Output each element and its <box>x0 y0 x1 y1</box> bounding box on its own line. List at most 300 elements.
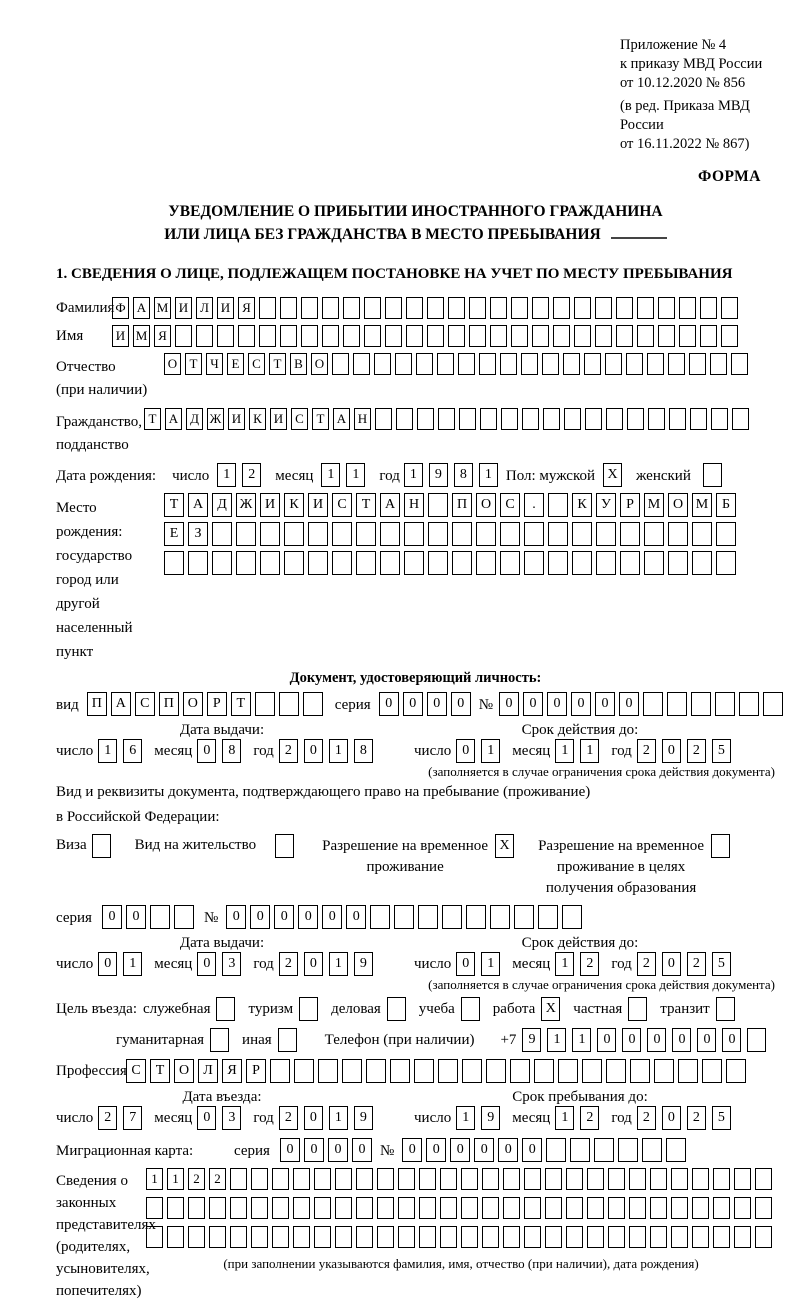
char-cell[interactable] <box>658 325 675 347</box>
char-cell[interactable]: Т <box>185 353 202 375</box>
char-cell[interactable]: 0 <box>280 1138 300 1162</box>
purpose-other-checkbox[interactable] <box>278 1028 297 1052</box>
char-cell[interactable] <box>303 692 323 716</box>
char-cell[interactable] <box>188 1197 205 1219</box>
char-cell[interactable] <box>510 1059 530 1083</box>
char-cell[interactable] <box>574 297 591 319</box>
char-cell[interactable] <box>335 1226 352 1248</box>
char-cell[interactable]: 9 <box>522 1028 541 1052</box>
char-cell[interactable] <box>671 1226 688 1248</box>
char-cell[interactable]: 1 <box>572 1028 591 1052</box>
char-cell[interactable] <box>188 1226 205 1248</box>
char-cell[interactable] <box>594 1138 614 1162</box>
char-cell[interactable] <box>380 522 400 546</box>
char-cell[interactable] <box>332 522 352 546</box>
rvp-checkbox[interactable]: X <box>495 834 514 858</box>
char-cell[interactable] <box>648 408 665 430</box>
char-cell[interactable] <box>356 1168 373 1190</box>
char-cell[interactable] <box>272 1168 289 1190</box>
char-cell[interactable]: А <box>133 297 150 319</box>
char-cell[interactable] <box>627 408 644 430</box>
char-cell[interactable]: 6 <box>123 739 142 763</box>
char-cell[interactable] <box>280 325 297 347</box>
char-cell[interactable]: Е <box>227 353 244 375</box>
char-cell[interactable] <box>419 1226 436 1248</box>
char-cell[interactable]: И <box>217 297 234 319</box>
char-cell[interactable]: 1 <box>580 739 599 763</box>
char-cell[interactable] <box>490 297 507 319</box>
sex-male-checkbox[interactable]: X <box>603 463 622 487</box>
char-cell[interactable]: 8 <box>354 739 373 763</box>
char-cell[interactable]: 0 <box>197 952 216 976</box>
char-cell[interactable] <box>713 1197 730 1219</box>
char-cell[interactable] <box>251 1197 268 1219</box>
char-cell[interactable] <box>572 522 592 546</box>
char-cell[interactable] <box>715 692 735 716</box>
char-cell[interactable]: О <box>164 353 181 375</box>
char-cell[interactable]: 0 <box>352 1138 372 1162</box>
char-cell[interactable]: 0 <box>197 1106 216 1130</box>
char-cell[interactable] <box>642 1138 662 1162</box>
char-cell[interactable] <box>524 551 544 575</box>
char-cell[interactable]: И <box>112 325 129 347</box>
char-cell[interactable]: 0 <box>595 692 615 716</box>
char-cell[interactable] <box>284 551 304 575</box>
char-cell[interactable] <box>356 551 376 575</box>
char-cell[interactable] <box>658 297 675 319</box>
char-cell[interactable]: 1 <box>481 739 500 763</box>
char-cell[interactable] <box>521 353 538 375</box>
char-cell[interactable] <box>452 522 472 546</box>
char-cell[interactable]: 0 <box>450 1138 470 1162</box>
char-cell[interactable]: П <box>452 493 472 517</box>
char-cell[interactable] <box>314 1226 331 1248</box>
char-cell[interactable] <box>716 522 736 546</box>
char-cell[interactable] <box>167 1226 184 1248</box>
char-cell[interactable] <box>668 522 688 546</box>
char-cell[interactable]: Ж <box>207 408 224 430</box>
char-cell[interactable] <box>255 692 275 716</box>
char-cell[interactable] <box>608 1226 625 1248</box>
char-cell[interactable] <box>700 325 717 347</box>
char-cell[interactable] <box>322 325 339 347</box>
char-cell[interactable]: 1 <box>555 1106 574 1130</box>
char-cell[interactable]: 5 <box>712 739 731 763</box>
char-cell[interactable]: 2 <box>637 1106 656 1130</box>
char-cell[interactable]: 0 <box>498 1138 518 1162</box>
char-cell[interactable]: Т <box>312 408 329 430</box>
char-cell[interactable]: 0 <box>522 1138 542 1162</box>
char-cell[interactable]: 0 <box>456 739 475 763</box>
char-cell[interactable] <box>503 1197 520 1219</box>
char-cell[interactable] <box>469 297 486 319</box>
char-cell[interactable]: 7 <box>123 1106 142 1130</box>
char-cell[interactable]: Т <box>144 408 161 430</box>
char-cell[interactable]: Л <box>198 1059 218 1083</box>
char-cell[interactable]: С <box>291 408 308 430</box>
char-cell[interactable] <box>212 551 232 575</box>
char-cell[interactable] <box>438 1059 458 1083</box>
char-cell[interactable] <box>404 522 424 546</box>
char-cell[interactable] <box>167 1197 184 1219</box>
char-cell[interactable] <box>514 905 534 929</box>
char-cell[interactable]: 1 <box>329 1106 348 1130</box>
purpose-transit-checkbox[interactable] <box>716 997 735 1021</box>
visa-checkbox[interactable] <box>92 834 111 858</box>
char-cell[interactable]: О <box>183 692 203 716</box>
char-cell[interactable]: Т <box>231 692 251 716</box>
rvp-edu-checkbox[interactable] <box>711 834 730 858</box>
char-cell[interactable] <box>438 408 455 430</box>
char-cell[interactable] <box>585 408 602 430</box>
char-cell[interactable] <box>503 1226 520 1248</box>
char-cell[interactable]: . <box>524 493 544 517</box>
char-cell[interactable] <box>643 692 663 716</box>
char-cell[interactable] <box>500 522 520 546</box>
char-cell[interactable]: 1 <box>98 739 117 763</box>
char-cell[interactable]: П <box>159 692 179 716</box>
char-cell[interactable] <box>279 692 299 716</box>
char-cell[interactable] <box>755 1226 772 1248</box>
char-cell[interactable]: Д <box>212 493 232 517</box>
char-cell[interactable]: 2 <box>188 1168 205 1190</box>
char-cell[interactable]: 0 <box>427 692 447 716</box>
char-cell[interactable] <box>301 297 318 319</box>
char-cell[interactable] <box>582 1059 602 1083</box>
char-cell[interactable] <box>668 353 685 375</box>
char-cell[interactable]: 5 <box>712 952 731 976</box>
char-cell[interactable] <box>532 325 549 347</box>
char-cell[interactable] <box>469 325 486 347</box>
char-cell[interactable] <box>251 1168 268 1190</box>
char-cell[interactable] <box>692 522 712 546</box>
char-cell[interactable] <box>524 522 544 546</box>
char-cell[interactable]: 0 <box>662 739 681 763</box>
char-cell[interactable] <box>566 1197 583 1219</box>
char-cell[interactable]: В <box>290 353 307 375</box>
char-cell[interactable]: М <box>133 325 150 347</box>
char-cell[interactable] <box>414 1059 434 1083</box>
char-cell[interactable] <box>734 1168 751 1190</box>
char-cell[interactable]: 0 <box>379 692 399 716</box>
char-cell[interactable]: 1 <box>555 952 574 976</box>
char-cell[interactable] <box>308 551 328 575</box>
char-cell[interactable] <box>637 297 654 319</box>
char-cell[interactable] <box>490 325 507 347</box>
char-cell[interactable]: Т <box>356 493 376 517</box>
char-cell[interactable]: 0 <box>523 692 543 716</box>
char-cell[interactable] <box>442 905 462 929</box>
char-cell[interactable] <box>293 1226 310 1248</box>
char-cell[interactable]: 1 <box>456 1106 475 1130</box>
char-cell[interactable]: 0 <box>304 1106 323 1130</box>
char-cell[interactable] <box>308 522 328 546</box>
char-cell[interactable] <box>322 297 339 319</box>
char-cell[interactable] <box>188 551 208 575</box>
char-cell[interactable] <box>731 353 748 375</box>
char-cell[interactable]: С <box>248 353 265 375</box>
char-cell[interactable] <box>566 1226 583 1248</box>
char-cell[interactable]: А <box>380 493 400 517</box>
char-cell[interactable] <box>259 297 276 319</box>
char-cell[interactable] <box>721 297 738 319</box>
char-cell[interactable] <box>503 1168 520 1190</box>
char-cell[interactable]: А <box>333 408 350 430</box>
char-cell[interactable] <box>479 353 496 375</box>
char-cell[interactable]: 1 <box>123 952 142 976</box>
char-cell[interactable] <box>406 297 423 319</box>
char-cell[interactable] <box>545 1197 562 1219</box>
char-cell[interactable]: А <box>165 408 182 430</box>
char-cell[interactable] <box>293 1168 310 1190</box>
char-cell[interactable]: 2 <box>279 1106 298 1130</box>
char-cell[interactable] <box>146 1226 163 1248</box>
char-cell[interactable] <box>164 551 184 575</box>
char-cell[interactable] <box>732 408 749 430</box>
char-cell[interactable]: Н <box>404 493 424 517</box>
char-cell[interactable] <box>596 522 616 546</box>
char-cell[interactable]: Л <box>196 297 213 319</box>
char-cell[interactable]: 2 <box>279 739 298 763</box>
purpose-business-checkbox[interactable] <box>387 997 406 1021</box>
char-cell[interactable] <box>654 1059 674 1083</box>
char-cell[interactable] <box>711 408 728 430</box>
char-cell[interactable] <box>480 408 497 430</box>
char-cell[interactable]: Б <box>716 493 736 517</box>
char-cell[interactable] <box>260 522 280 546</box>
char-cell[interactable]: Р <box>246 1059 266 1083</box>
char-cell[interactable] <box>650 1197 667 1219</box>
char-cell[interactable]: И <box>175 297 192 319</box>
char-cell[interactable] <box>545 1168 562 1190</box>
char-cell[interactable] <box>476 551 496 575</box>
char-cell[interactable] <box>605 353 622 375</box>
residence-permit-checkbox[interactable] <box>275 834 294 858</box>
char-cell[interactable] <box>236 522 256 546</box>
char-cell[interactable]: 0 <box>571 692 591 716</box>
char-cell[interactable] <box>175 325 192 347</box>
char-cell[interactable]: З <box>188 522 208 546</box>
char-cell[interactable]: 0 <box>697 1028 716 1052</box>
char-cell[interactable]: 9 <box>354 952 373 976</box>
char-cell[interactable]: И <box>228 408 245 430</box>
char-cell[interactable] <box>416 353 433 375</box>
char-cell[interactable] <box>606 408 623 430</box>
char-cell[interactable] <box>689 353 706 375</box>
char-cell[interactable]: 0 <box>304 739 323 763</box>
char-cell[interactable] <box>511 297 528 319</box>
char-cell[interactable] <box>692 551 712 575</box>
char-cell[interactable] <box>272 1197 289 1219</box>
char-cell[interactable]: 8 <box>222 739 241 763</box>
char-cell[interactable] <box>466 905 486 929</box>
char-cell[interactable] <box>150 905 170 929</box>
char-cell[interactable]: 9 <box>429 463 448 487</box>
char-cell[interactable]: 0 <box>662 1106 681 1130</box>
char-cell[interactable] <box>343 325 360 347</box>
char-cell[interactable] <box>364 297 381 319</box>
char-cell[interactable]: 0 <box>403 692 423 716</box>
char-cell[interactable] <box>440 1226 457 1248</box>
char-cell[interactable] <box>395 353 412 375</box>
char-cell[interactable]: С <box>126 1059 146 1083</box>
char-cell[interactable] <box>524 1168 541 1190</box>
char-cell[interactable] <box>679 297 696 319</box>
char-cell[interactable] <box>375 408 392 430</box>
char-cell[interactable]: М <box>692 493 712 517</box>
char-cell[interactable] <box>542 353 559 375</box>
char-cell[interactable]: 2 <box>98 1106 117 1130</box>
char-cell[interactable] <box>428 493 448 517</box>
char-cell[interactable] <box>461 1197 478 1219</box>
char-cell[interactable]: 0 <box>274 905 294 929</box>
char-cell[interactable] <box>545 1226 562 1248</box>
char-cell[interactable] <box>418 905 438 929</box>
char-cell[interactable]: М <box>644 493 664 517</box>
char-cell[interactable]: 2 <box>637 952 656 976</box>
purpose-official-checkbox[interactable] <box>216 997 235 1021</box>
char-cell[interactable] <box>356 1226 373 1248</box>
char-cell[interactable] <box>710 353 727 375</box>
char-cell[interactable]: Е <box>164 522 184 546</box>
char-cell[interactable]: 0 <box>597 1028 616 1052</box>
char-cell[interactable] <box>726 1059 746 1083</box>
char-cell[interactable]: 3 <box>222 1106 241 1130</box>
char-cell[interactable] <box>562 905 582 929</box>
char-cell[interactable] <box>616 325 633 347</box>
char-cell[interactable] <box>629 1226 646 1248</box>
char-cell[interactable] <box>380 551 400 575</box>
char-cell[interactable]: И <box>308 493 328 517</box>
char-cell[interactable] <box>650 1226 667 1248</box>
char-cell[interactable] <box>385 297 402 319</box>
char-cell[interactable] <box>293 1197 310 1219</box>
char-cell[interactable]: 1 <box>481 952 500 976</box>
char-cell[interactable]: 3 <box>222 952 241 976</box>
char-cell[interactable] <box>501 408 518 430</box>
char-cell[interactable] <box>629 1197 646 1219</box>
char-cell[interactable] <box>669 408 686 430</box>
char-cell[interactable]: 0 <box>304 1138 324 1162</box>
char-cell[interactable] <box>713 1226 730 1248</box>
char-cell[interactable] <box>459 408 476 430</box>
char-cell[interactable]: 0 <box>662 952 681 976</box>
char-cell[interactable] <box>461 1226 478 1248</box>
char-cell[interactable]: Н <box>354 408 371 430</box>
char-cell[interactable]: У <box>596 493 616 517</box>
char-cell[interactable]: Т <box>164 493 184 517</box>
char-cell[interactable]: 1 <box>146 1168 163 1190</box>
char-cell[interactable] <box>629 1168 646 1190</box>
char-cell[interactable]: Я <box>222 1059 242 1083</box>
char-cell[interactable] <box>490 905 510 929</box>
char-cell[interactable]: Р <box>620 493 640 517</box>
char-cell[interactable] <box>385 325 402 347</box>
char-cell[interactable] <box>427 325 444 347</box>
char-cell[interactable] <box>546 1138 566 1162</box>
char-cell[interactable] <box>342 1059 362 1083</box>
char-cell[interactable] <box>595 325 612 347</box>
char-cell[interactable] <box>280 297 297 319</box>
char-cell[interactable] <box>755 1197 772 1219</box>
char-cell[interactable] <box>650 1168 667 1190</box>
char-cell[interactable] <box>566 1168 583 1190</box>
char-cell[interactable]: Ч <box>206 353 223 375</box>
char-cell[interactable]: А <box>188 493 208 517</box>
char-cell[interactable] <box>734 1226 751 1248</box>
char-cell[interactable] <box>356 522 376 546</box>
char-cell[interactable]: Я <box>238 297 255 319</box>
char-cell[interactable] <box>702 1059 722 1083</box>
char-cell[interactable] <box>396 408 413 430</box>
char-cell[interactable] <box>146 1197 163 1219</box>
char-cell[interactable] <box>637 325 654 347</box>
char-cell[interactable]: Ф <box>112 297 129 319</box>
char-cell[interactable]: 2 <box>580 1106 599 1130</box>
char-cell[interactable] <box>196 325 213 347</box>
char-cell[interactable] <box>440 1168 457 1190</box>
char-cell[interactable]: П <box>87 692 107 716</box>
char-cell[interactable] <box>332 353 349 375</box>
char-cell[interactable] <box>461 1168 478 1190</box>
char-cell[interactable] <box>364 325 381 347</box>
char-cell[interactable]: 0 <box>619 692 639 716</box>
char-cell[interactable]: 0 <box>426 1138 446 1162</box>
char-cell[interactable]: С <box>500 493 520 517</box>
char-cell[interactable] <box>209 1226 226 1248</box>
char-cell[interactable] <box>284 522 304 546</box>
char-cell[interactable] <box>671 1197 688 1219</box>
char-cell[interactable]: 0 <box>672 1028 691 1052</box>
char-cell[interactable]: Ж <box>236 493 256 517</box>
char-cell[interactable] <box>370 905 390 929</box>
char-cell[interactable] <box>406 325 423 347</box>
char-cell[interactable] <box>721 325 738 347</box>
char-cell[interactable] <box>558 1059 578 1083</box>
char-cell[interactable]: 1 <box>217 463 236 487</box>
char-cell[interactable] <box>482 1197 499 1219</box>
char-cell[interactable]: 0 <box>499 692 519 716</box>
char-cell[interactable] <box>647 353 664 375</box>
char-cell[interactable]: 0 <box>298 905 318 929</box>
char-cell[interactable] <box>419 1197 436 1219</box>
char-cell[interactable]: 1 <box>167 1168 184 1190</box>
char-cell[interactable]: О <box>476 493 496 517</box>
char-cell[interactable]: 0 <box>547 692 567 716</box>
char-cell[interactable] <box>570 1138 590 1162</box>
char-cell[interactable] <box>482 1168 499 1190</box>
char-cell[interactable]: 0 <box>402 1138 422 1162</box>
char-cell[interactable] <box>238 325 255 347</box>
char-cell[interactable]: О <box>174 1059 194 1083</box>
char-cell[interactable] <box>294 1059 314 1083</box>
char-cell[interactable]: 0 <box>98 952 117 976</box>
char-cell[interactable] <box>553 297 570 319</box>
char-cell[interactable] <box>616 297 633 319</box>
char-cell[interactable]: 2 <box>279 952 298 976</box>
purpose-private-checkbox[interactable] <box>628 997 647 1021</box>
char-cell[interactable]: 1 <box>329 952 348 976</box>
char-cell[interactable]: 2 <box>242 463 261 487</box>
char-cell[interactable] <box>671 1168 688 1190</box>
char-cell[interactable] <box>318 1059 338 1083</box>
char-cell[interactable] <box>217 325 234 347</box>
char-cell[interactable]: 8 <box>454 463 473 487</box>
char-cell[interactable]: 0 <box>304 952 323 976</box>
char-cell[interactable] <box>452 551 472 575</box>
char-cell[interactable]: 0 <box>451 692 471 716</box>
char-cell[interactable]: 0 <box>250 905 270 929</box>
